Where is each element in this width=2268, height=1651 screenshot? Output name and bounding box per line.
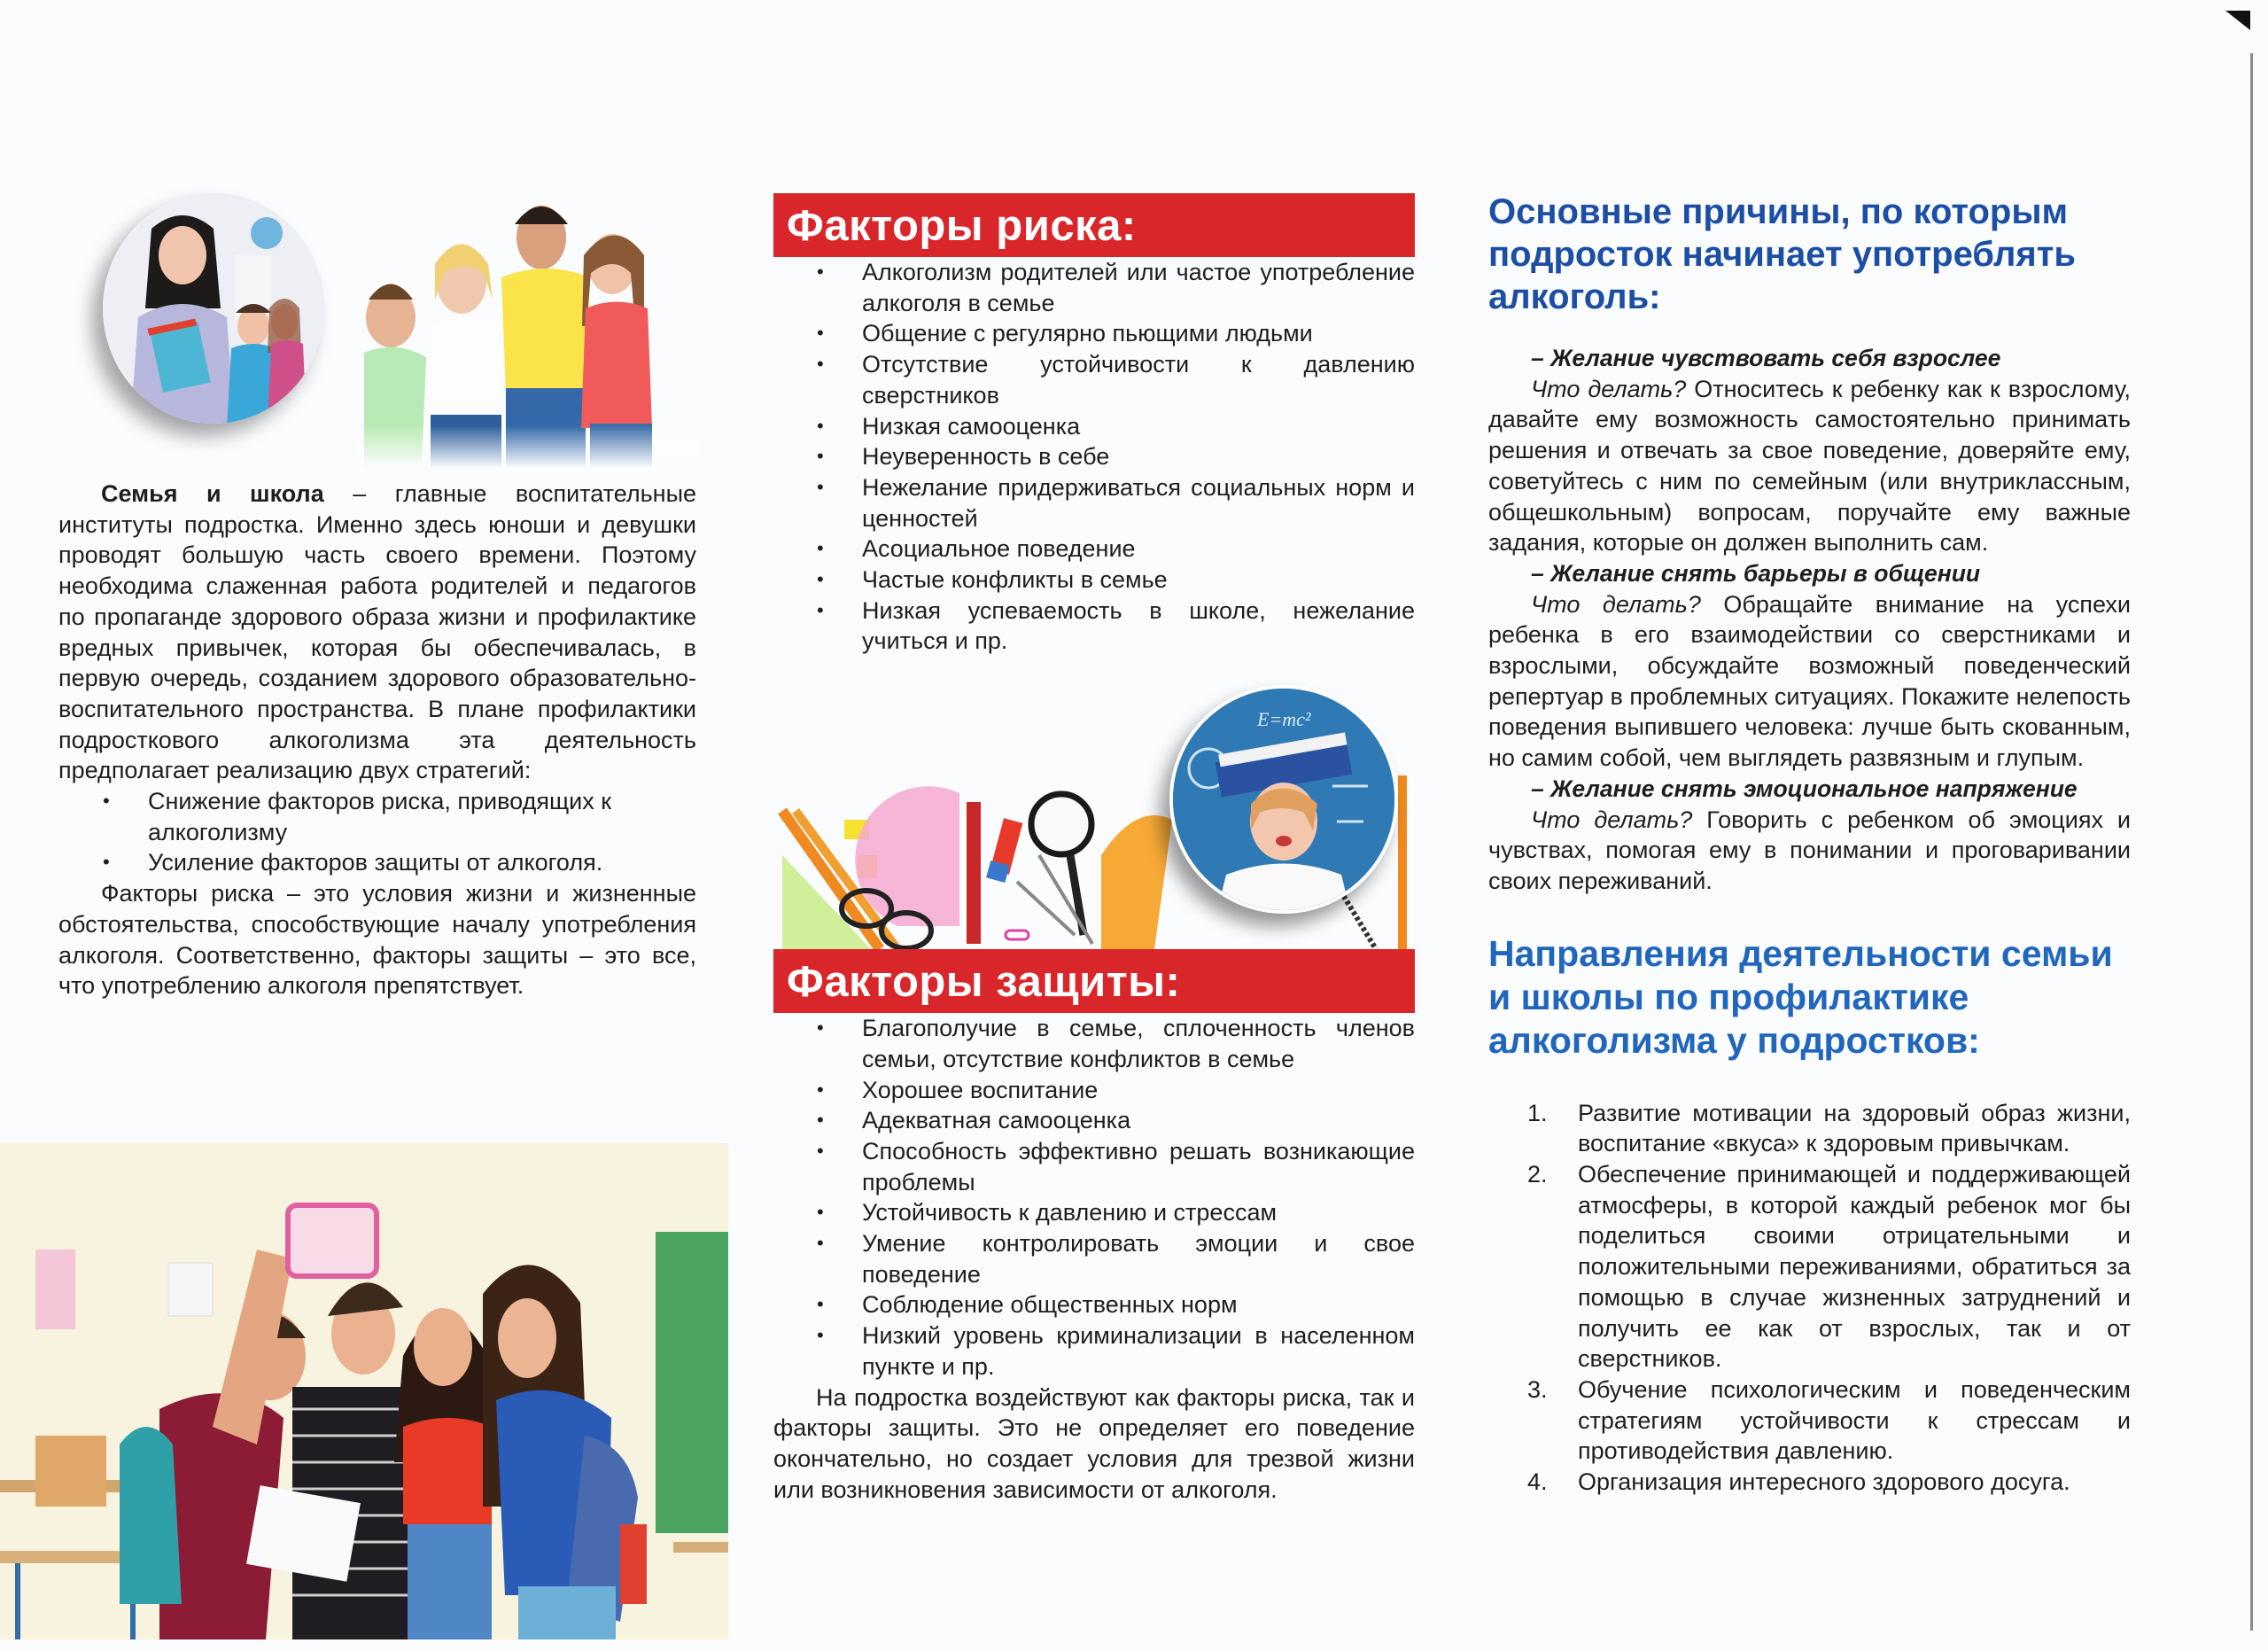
intro-bold-phrase: Семья и школа: [101, 480, 324, 507]
item-number: 3.: [1527, 1375, 1548, 1403]
item-text: Обучение психологическим и поведенческим стратегиям устойчивости к стрессам и противодействия давлению.: [1578, 1375, 2131, 1465]
page-edge-line: [2250, 53, 2253, 1631]
right-column: [1488, 191, 2131, 1498]
list-item: [1488, 1098, 2131, 1159]
reason-advice: [1488, 374, 2131, 558]
kid-photo: [1169, 685, 1398, 914]
advice-text: Говорить с ребенком об эмоциях и чувствах, помогая ему в понимании и проговаривании своих переживаний.: [1488, 806, 2131, 894]
reason-advice: [1488, 589, 2131, 774]
selfie-photo: [0, 1143, 728, 1639]
reason-block: [1488, 343, 2131, 558]
middle-column: [773, 193, 1415, 1505]
reason-block: [1488, 774, 2131, 897]
protection-factors-list: [773, 1013, 1415, 1382]
left-column: [58, 168, 696, 1001]
item-number: 4.: [1527, 1468, 1548, 1496]
list-item: • Соблюдение общественных норм: [773, 1289, 1415, 1320]
formula-text: E=mc²: [1257, 708, 1311, 731]
item-text: Организация интересного здорового досуга.: [1578, 1468, 2070, 1496]
item-number: 2.: [1527, 1161, 1548, 1188]
reason-title: – Желание снять эмоциональное напряжение: [1531, 775, 2078, 802]
school-supplies-image: [773, 678, 1415, 949]
list-item: • Снижение факторов риска, приводящих к алкоголизму: [58, 786, 696, 847]
list-item: • Усиление факторов защиты от алкоголя.: [58, 847, 696, 878]
list-item: • Частые конфликты в семье: [773, 565, 1415, 596]
advice-text: Относитесь к ребенку как к взрослому, давайте ему возможность самостоятельно принимать решения и отвечать за свое поведение, доверяйте ему, советуйтесь с ним по семейным (или внутриклассным, общешкольным) вопросам, поручайте ему важные задания, которые он должен выполнить сам.: [1488, 375, 2131, 557]
item-number: 1.: [1527, 1099, 1548, 1126]
list-item: • Низкий уровень криминализации в населенном пункте и пр.: [773, 1320, 1415, 1382]
item-text: Развитие мотивации на здоровый образ жизни, воспитание «вкуса» к здоровым привычкам.: [1578, 1099, 2131, 1157]
list-item: • Адекватная самооценка: [773, 1105, 1415, 1136]
list-item: • Способность эффективно решать возникающие проблемы: [773, 1136, 1415, 1197]
todo-label: Что делать?: [1531, 806, 1693, 833]
list-item: [1488, 1467, 2131, 1498]
reason-block: [1488, 558, 2131, 774]
intro-text: – главные воспитательные институты подростка. Именно здесь юноши и девушки проводят большую часть своего времени. Поэтому необходима слаженная работа родителей и педагогов по пропаганде здорового образа жизни и профилактике вредных привычек, которая бы обеспечивалась, в первую очередь, созданием здорового образовательно-воспитательного пространства. В плане профилактики подросткового алкоголизма эта деятельность предполагает реализацию двух стратегий:: [58, 480, 696, 784]
list-item: • Устойчивость к давлению и стрессам: [773, 1197, 1415, 1228]
top-images: [58, 168, 696, 479]
scan-corner-mark: [2225, 11, 2250, 30]
list-item: [1488, 1159, 2131, 1375]
reason-title: – Желание чувствовать себя взрослее: [1531, 345, 2001, 371]
risk-factors-heading: Факторы риска:: [773, 193, 1415, 257]
reason-advice: [1488, 805, 2131, 897]
list-item: • Низкая успеваемость в школе, нежелание учиться и пр.: [773, 596, 1415, 657]
todo-label: Что делать?: [1531, 590, 1701, 618]
list-item: • Нежелание придерживаться социальных норм и ценностей: [773, 472, 1415, 533]
advice-text: Обращайте внимание на успехи ребенка в его взаимодействии со сверстниками и взрослыми, обсуждайте возможный поведенческий репертуар в проблемных ситуациях. Покажите нелепость поведения выпившего человека: лучше быть скованным, но самим собой, чем выглядеть развязным и глупым.: [1488, 590, 2131, 772]
intro-paragraph: [58, 479, 696, 786]
list-item: • Асоциальное поведение: [773, 533, 1415, 565]
list-item: • Умение контролировать эмоции и свое поведение: [773, 1228, 1415, 1289]
list-item: • Алкоголизм родителей или частое употребление алкоголя в семье: [773, 257, 1415, 318]
todo-label: Что делать?: [1531, 375, 1687, 402]
list-item: • Неуверенность в себе: [773, 441, 1415, 472]
item-text: Обеспечение принимающей и поддерживающей атмосферы, в которой каждый ребенок мог бы поделиться своими отрицательными и положительными переживаниями, обратиться за помощью в случае жизненных затруднений и получить ее как от взрослых, так и от сверстников.: [1578, 1161, 2131, 1373]
teacher-photo: [103, 193, 324, 424]
list-item: • Общение с регулярно пьющими людьми: [773, 318, 1415, 349]
directions-list: [1488, 1098, 2131, 1498]
list-item: • Хорошее воспитание: [773, 1075, 1415, 1106]
list-item: • Отсутствие устойчивости к давлению сверстников: [773, 349, 1415, 410]
reasons-heading: Основные причины, по которым подросток начинает употреблять алкоголь:: [1488, 192, 2076, 316]
list-item: [1488, 1375, 2131, 1467]
list-item: • Благополучие в семье, сплоченность членов семьи, отсутствие конфликтов в семье: [773, 1013, 1415, 1074]
reason-title: – Желание снять барьеры в общении: [1531, 559, 1981, 587]
risk-factors-list: [773, 257, 1415, 657]
list-item: • Низкая самооценка: [773, 411, 1415, 442]
definition-paragraph: Факторы риска – это условия жизни и жизненные обстоятельства, способствующие началу употребления алкоголя. Соответственно, факторы защиты – это все, что употреблению алкоголя препятствует.: [58, 880, 696, 1000]
protection-factors-heading: Факторы защиты:: [773, 949, 1415, 1013]
strategies-list: [58, 786, 696, 878]
conclusion-paragraph: На подростка воздействуют как факторы риска, так и факторы защиты. Это не определяет его поведение окончательно, но создает условия для трезвой жизни или возникновения зависимости от алкоголя.: [773, 1383, 1415, 1503]
family-photo: [355, 184, 701, 468]
directions-heading: Направления деятельности семьи и школы по профилактике алкоголизма у подростков:: [1488, 932, 2113, 1061]
